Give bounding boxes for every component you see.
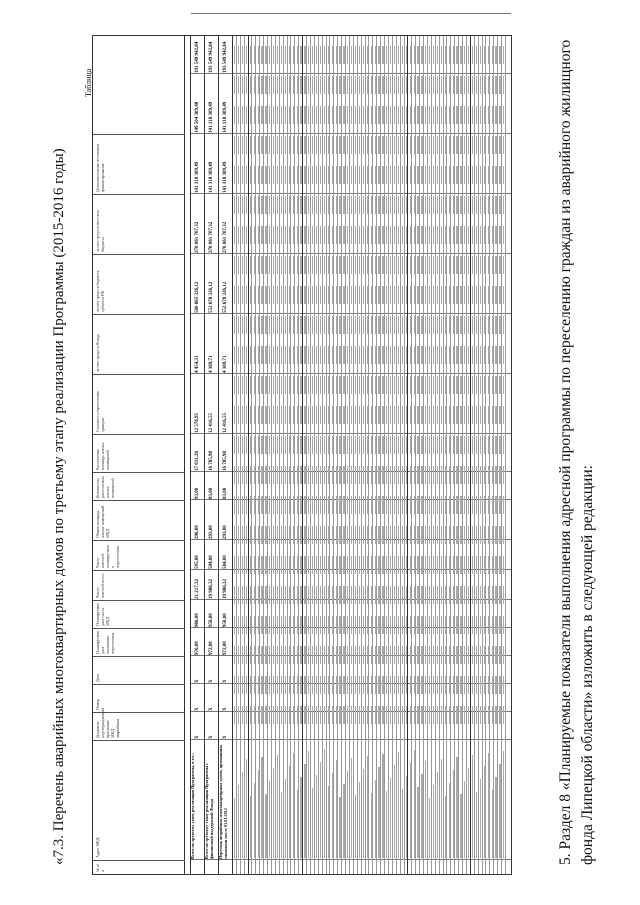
row-text-placeholder [363, 769, 364, 858]
row-values-placeholder [324, 44, 325, 724]
summary-cell: 595,00 [195, 555, 200, 569]
row-values-placeholder [332, 44, 333, 724]
row-text-placeholder [402, 789, 403, 858]
header-cell: Адрес МКД [93, 740, 185, 860]
row-values-placeholder [339, 44, 340, 724]
row-values-placeholder [425, 44, 426, 724]
row-values-placeholder [484, 44, 485, 724]
summary-cell: X [223, 679, 228, 683]
row-values-placeholder [261, 44, 262, 724]
summary-cell: 83,00 [223, 487, 228, 499]
row-values-placeholder [449, 44, 450, 724]
summary-cell: 958,00 [223, 613, 228, 627]
summary-cell: 16 785,98 [223, 451, 228, 471]
row-text-placeholder [304, 764, 305, 858]
row-text-placeholder [492, 790, 493, 858]
row-text-placeholder [289, 766, 290, 858]
row-values-placeholder [312, 44, 313, 724]
header-cell: Количество расселяемых жилых помещений [93, 472, 185, 500]
row-text-placeholder [293, 753, 294, 858]
summary-cell: 584,00 [209, 555, 214, 569]
summary-cell: 296,00 [195, 525, 200, 539]
row-values-placeholder [300, 44, 301, 724]
summary-cell: 149 504 309,48 [195, 101, 200, 133]
summary-cell: 19 986,32 [223, 579, 228, 599]
row-text-placeholder [499, 764, 500, 858]
header-cell: Число жителей планируемых к переселению [93, 540, 185, 570]
summary-cell: Перечень аварийных многоквартирных домов, признанных таковыми после 01.01.2012 [218, 744, 228, 859]
row-values-placeholder [308, 44, 309, 724]
summary-cell: 16 785,98 [209, 451, 214, 471]
row-values-placeholder [386, 44, 387, 724]
row-text-placeholder [281, 792, 282, 858]
row-values-placeholder [390, 44, 391, 724]
row-values-placeholder [336, 44, 337, 724]
row-text-placeholder [285, 779, 286, 858]
summary-cell: 141 318 309,49 [195, 161, 200, 193]
row-text-placeholder [488, 753, 489, 858]
summary-cell: 4 369,71 [209, 355, 214, 373]
row-text-placeholder [312, 788, 313, 858]
row-values-placeholder [472, 44, 473, 724]
row-text-placeholder [468, 768, 469, 858]
header-cell: Планируемая дата сноса МКД [93, 600, 185, 628]
row-text-placeholder [351, 758, 352, 858]
row-values-placeholder [492, 44, 493, 724]
row-values-placeholder [347, 44, 348, 724]
row-text-placeholder [316, 775, 317, 858]
summary-cell: 19 986,32 [209, 579, 214, 599]
summary-cell: 966,00 [195, 613, 200, 627]
row-values-placeholder [297, 44, 298, 724]
header-cell: Число жителей всего [93, 570, 185, 600]
row-text-placeholder [410, 763, 411, 858]
row-values-placeholder [398, 44, 399, 724]
row-text-placeholder [269, 781, 270, 858]
row-values-placeholder [468, 44, 469, 724]
row-text-placeholder [300, 777, 301, 858]
row-values-placeholder [254, 44, 255, 724]
table-header [93, 36, 185, 874]
row-text-placeholder [386, 791, 387, 858]
summary-cell: 141 318 309,49 [209, 101, 214, 133]
summary-cell: 83,00 [209, 487, 214, 499]
row-values-placeholder [277, 44, 278, 724]
row-text-placeholder [234, 798, 235, 858]
summary-cell: 193 549 942,84 [209, 41, 214, 73]
row-values-placeholder [359, 44, 360, 724]
row-values-placeholder [402, 44, 403, 724]
summary-cell: X [223, 707, 228, 711]
row-text-placeholder [503, 751, 504, 858]
summary-cell: X [209, 707, 214, 711]
row-values-placeholder [414, 44, 415, 724]
row-text-placeholder [445, 796, 446, 858]
summary-cell: X [195, 707, 200, 711]
row-values-placeholder [238, 44, 239, 724]
row-text-placeholder [394, 765, 395, 858]
summary-cell: 552 678 326,12 [209, 281, 214, 313]
summary-cell: 12 576,95 [195, 413, 200, 433]
row-text-placeholder [472, 755, 473, 858]
summary-cell: 93,00 [195, 487, 200, 499]
row-values-placeholder [234, 44, 235, 724]
footer-paragraph: 5. Раздел 8 «Планируемые показатели выполнения адресной программы по переселению граждан из аварийного жилищного фонда Липецкой области» изложить в следующей редакции: [557, 39, 596, 865]
row-values-placeholder [441, 44, 442, 724]
summary-cell: 12 416,55 [223, 413, 228, 433]
row-values-placeholder [429, 44, 430, 724]
row-text-placeholder [456, 757, 457, 858]
summary-cell: X [209, 679, 214, 683]
row-values-placeholder [363, 44, 364, 724]
summary-cell: 958,00 [209, 613, 214, 627]
header-cell: Дата [93, 656, 185, 684]
row-values-placeholder [265, 44, 266, 724]
row-text-placeholder [406, 776, 407, 858]
header-cell: Документ, подтверждающий признание МКД аварийным [93, 712, 185, 740]
row-values-placeholder [437, 44, 438, 724]
row-text-placeholder [480, 779, 481, 858]
summary-cell: 12 416,55 [209, 413, 214, 433]
table-row [502, 36, 506, 874]
row-text-placeholder [277, 755, 278, 858]
summary-row [219, 36, 233, 874]
row-text-placeholder [355, 795, 356, 858]
header-cell: Номер [93, 684, 185, 712]
row-text-placeholder [433, 785, 434, 858]
row-text-placeholder [417, 787, 418, 858]
summary-cell: 976,00 [195, 641, 200, 655]
row-values-placeholder [316, 44, 317, 724]
row-values-placeholder [464, 44, 465, 724]
row-values-placeholder [375, 44, 376, 724]
summary-cell: 141 318 309,49 [223, 101, 228, 133]
row-text-placeholder [246, 759, 247, 858]
row-values-placeholder [495, 44, 496, 724]
row-values-placeholder [433, 44, 434, 724]
header-cell: Расселяемая площадь жилых помещений [93, 434, 185, 472]
row-values-placeholder [367, 44, 368, 724]
row-text-placeholder [324, 749, 325, 858]
header-cell: Общая площадь жилых помещений МКД [93, 500, 185, 540]
row-values-placeholder [281, 44, 282, 724]
row-text-placeholder [375, 780, 376, 858]
summary-cell: 293,00 [209, 525, 214, 539]
row-text-placeholder [265, 794, 266, 858]
row-values-placeholder [453, 44, 454, 724]
header-cell: за счет средств Фонда [93, 314, 185, 374]
row-text-placeholder [453, 770, 454, 858]
data-table [92, 35, 512, 875]
row-values-placeholder [476, 44, 477, 724]
row-text-placeholder [425, 761, 426, 858]
row-text-placeholder [441, 759, 442, 858]
row-text-placeholder [238, 785, 239, 858]
summary-cell: X [223, 735, 228, 739]
header-cell: за счет средств бюджета субъекта РФ [93, 254, 185, 314]
row-values-placeholder [289, 44, 290, 724]
summary-cell: X [195, 735, 200, 739]
header-cell: Планируемая дата окончания переселения [93, 628, 185, 656]
row-text-placeholder [297, 790, 298, 858]
summary-row [205, 36, 219, 874]
row-values-placeholder [351, 44, 352, 724]
summary-cell: 270 061 707,32 [209, 221, 214, 253]
row-values-placeholder [320, 44, 321, 724]
row-text-placeholder [339, 797, 340, 858]
row-values-placeholder [499, 44, 500, 724]
row-values-placeholder [250, 44, 251, 724]
row-values-placeholder [488, 44, 489, 724]
row-text-placeholder [250, 796, 251, 858]
summary-cell: 17 031,26 [195, 451, 200, 471]
row-text-placeholder [371, 793, 372, 858]
row-text-placeholder [328, 786, 329, 858]
row-text-placeholder [382, 754, 383, 858]
row-values-placeholder [406, 44, 407, 724]
summary-cell: Всего по третьему этапу реализации Программы с финансовой поддержкой Фонда [204, 762, 214, 859]
summary-cell: 141 318 309,49 [209, 161, 214, 193]
summary-cell: 560 865 326,12 [195, 281, 200, 313]
row-text-placeholder [437, 772, 438, 858]
row-text-placeholder [398, 752, 399, 858]
row-text-placeholder [449, 783, 450, 858]
row-text-placeholder [464, 781, 465, 858]
row-text-placeholder [336, 760, 337, 858]
summary-cell: 4 454,31 [195, 355, 200, 373]
row-values-placeholder [343, 44, 344, 724]
row-values-placeholder [258, 44, 259, 724]
row-text-placeholder [378, 767, 379, 858]
row-text-placeholder [460, 794, 461, 858]
summary-cell: 552 678 326,12 [223, 281, 228, 313]
row-text-placeholder [273, 768, 274, 858]
table-body [191, 36, 511, 874]
summary-cell: 4 369,71 [223, 355, 228, 373]
row-values-placeholder [456, 44, 457, 724]
row-text-placeholder [421, 774, 422, 858]
row-text-placeholder [429, 798, 430, 858]
summary-cell: X [209, 735, 214, 739]
row-values-placeholder [382, 44, 383, 724]
summary-cell: 972,00 [209, 641, 214, 655]
row-text-placeholder [495, 777, 496, 858]
row-text-placeholder [347, 771, 348, 858]
summary-cell: 193 549 942,84 [195, 41, 200, 73]
row-text-placeholder [484, 766, 485, 858]
row-text-placeholder [332, 773, 333, 858]
summary-cell: 584,00 [223, 555, 228, 569]
row-values-placeholder [269, 44, 270, 724]
table-label: Таблица [84, 68, 93, 97]
row-text-placeholder [367, 756, 368, 858]
summary-cell: Всего по третьему этапу реализации Программы, в т.ч.: [190, 752, 195, 859]
row-text-placeholder [254, 783, 255, 858]
header-cell: № п/п [93, 860, 185, 874]
summary-cell: X [195, 679, 200, 683]
row-values-placeholder [273, 44, 274, 724]
row-text-placeholder [308, 751, 309, 858]
column-divider [191, 13, 511, 14]
row-values-placeholder [355, 44, 356, 724]
row-text-placeholder [258, 770, 259, 858]
row-text-placeholder [261, 757, 262, 858]
row-values-placeholder [378, 44, 379, 724]
row-values-placeholder [503, 44, 504, 724]
row-text-placeholder [390, 778, 391, 858]
summary-row [191, 36, 205, 874]
summary-cell: 270 061 707,32 [223, 221, 228, 253]
row-values-placeholder [394, 44, 395, 724]
summary-cell: 270 061 707,32 [195, 221, 200, 253]
row-values-placeholder [328, 44, 329, 724]
row-values-placeholder [410, 44, 411, 724]
row-text-placeholder [343, 784, 344, 858]
summary-cell: 21 217,32 [195, 579, 200, 599]
row-values-placeholder [293, 44, 294, 724]
row-text-placeholder [242, 772, 243, 858]
row-text-placeholder [414, 750, 415, 858]
section-title: «7.3. Перечень аварийных многоквартирных домов по третьему этапу реализации Программы (2015-2016 годы) [51, 148, 67, 865]
row-values-placeholder [371, 44, 372, 724]
summary-cell: 972,00 [223, 641, 228, 655]
row-values-placeholder [304, 44, 305, 724]
header-cell: за счет средств местного бюджета [93, 194, 185, 254]
row-text-placeholder [359, 782, 360, 858]
row-text-placeholder [476, 792, 477, 858]
header-cell: Дополнительные источники финансирования [93, 134, 185, 194]
row-values-placeholder [242, 44, 243, 724]
summary-cell: 141 318 309,49 [223, 161, 228, 193]
header-cell: Стоимость переселения граждан [93, 374, 185, 434]
row-values-placeholder [246, 44, 247, 724]
row-values-placeholder [445, 44, 446, 724]
row-text-placeholder [320, 762, 321, 858]
row-values-placeholder [460, 44, 461, 724]
row-values-placeholder [480, 44, 481, 724]
summary-cell: 193 549 942,84 [223, 41, 228, 73]
row-values-placeholder [417, 44, 418, 724]
row-values-placeholder [421, 44, 422, 724]
summary-cell: 293,00 [223, 525, 228, 539]
row-values-placeholder [285, 44, 286, 724]
